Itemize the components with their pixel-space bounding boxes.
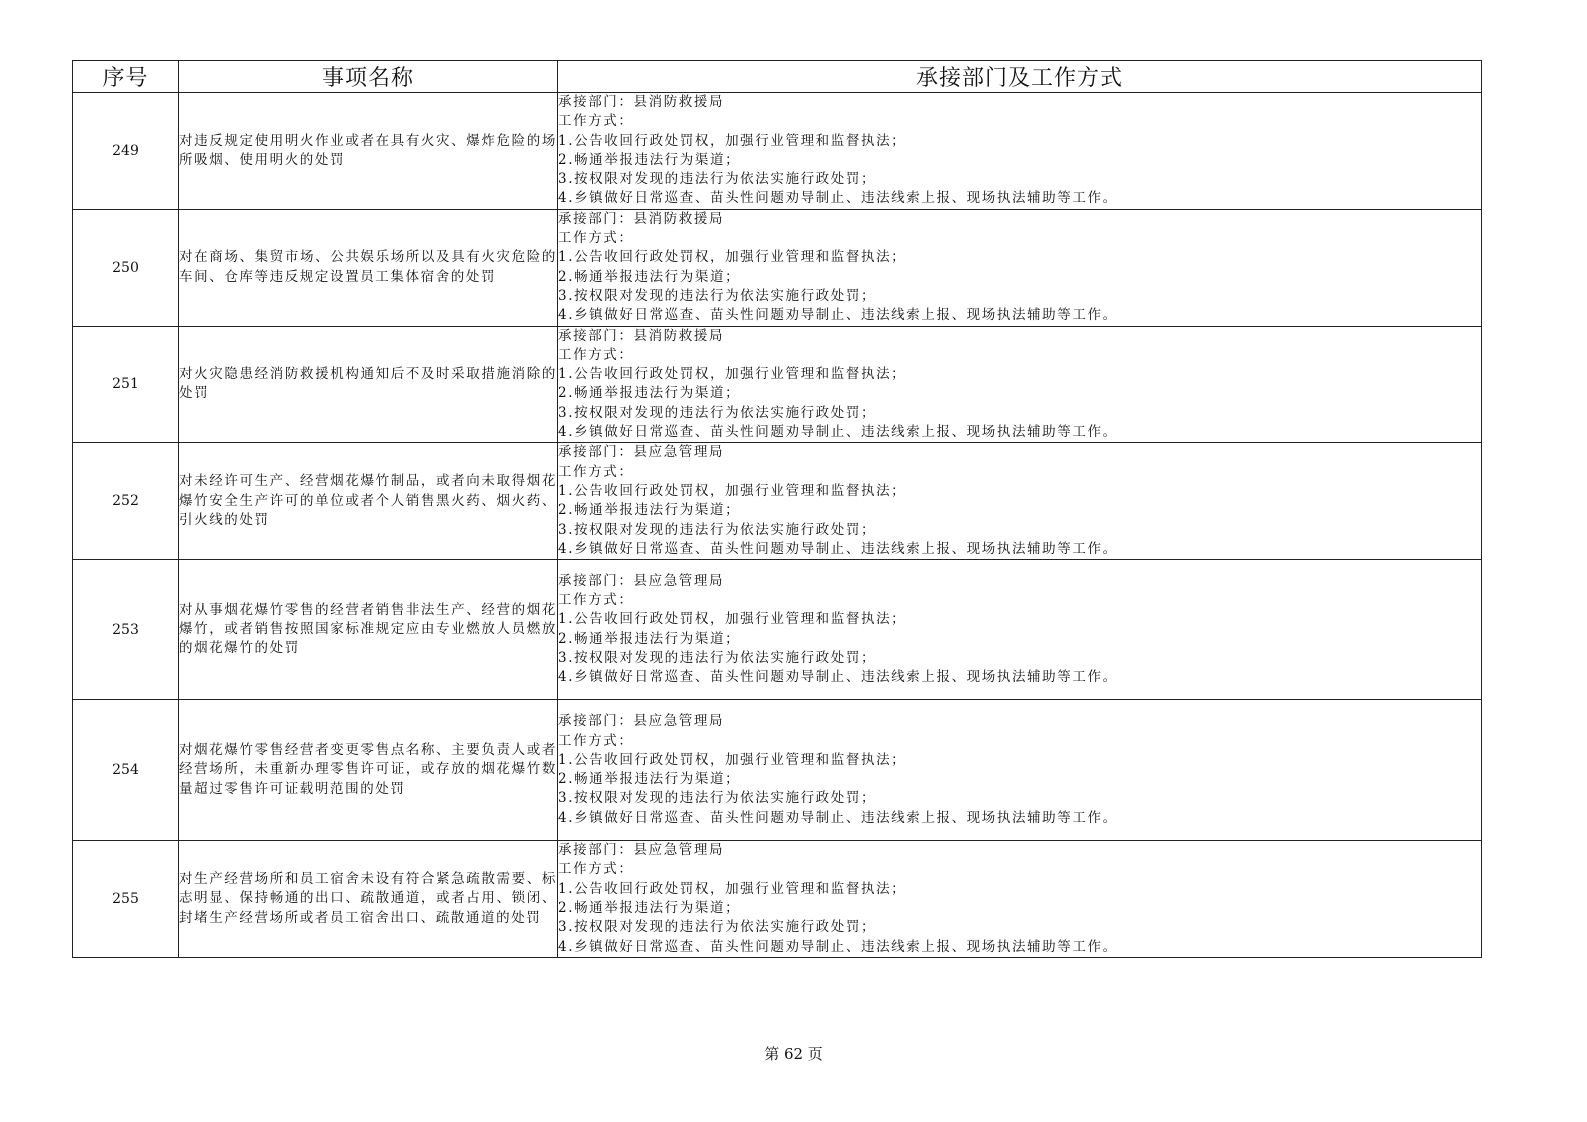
item-name-cell: 对烟花爆竹零售经营者变更零售点名称、主要负责人或者经营场所，未重新办理零售许可证，或存放的烟花爆竹数量超过零售许可证载明范围的处罚 — [179, 700, 558, 841]
serial-number-cell: 249 — [73, 93, 179, 210]
department-method-cell — [558, 93, 1482, 210]
table-body — [73, 93, 1482, 958]
item-name-cell: 对在商场、集贸市场、公共娱乐场所以及具有火灾危险的车间、仓库等违反规定设置员工集体宿舍的处罚 — [179, 209, 558, 326]
department-method-line: 3.按权限对发现的违法行为依法实施行政处罚； — [558, 521, 877, 538]
table-row — [73, 560, 1482, 700]
department-method-cell — [558, 560, 1482, 700]
table-row — [73, 841, 1482, 958]
department-method-line: 1.公告收回行政处罚权，加强行业管理和监督执法； — [558, 249, 907, 266]
department-method-line: 承接部门：县应急管理局 — [558, 444, 725, 461]
department-method-line: 2.畅通举报违法行为渠道； — [558, 385, 741, 402]
department-method-line: 3.按权限对发现的违法行为依法实施行政处罚； — [558, 404, 877, 421]
department-method-line: 2.畅通举报违法行为渠道； — [558, 630, 741, 647]
serial-number-cell: 255 — [73, 841, 179, 958]
department-method-line: 1.公告收回行政处罚权，加强行业管理和监督执法； — [558, 611, 907, 628]
item-name-cell: 对未经许可生产、经营烟花爆竹制品，或者向未取得烟花爆竹安全生产许可的单位或者个人销售黑火药、烟火药、引火线的处罚 — [179, 443, 558, 560]
department-method-line: 4.乡镇做好日常巡查、苗头性问题劝导制止、违法线索上报、现场执法辅助等工作。 — [558, 669, 1118, 686]
department-method-line: 工作方式： — [558, 113, 634, 130]
table-row — [73, 209, 1482, 326]
department-method-line: 3.按权限对发现的违法行为依法实施行政处罚； — [558, 171, 877, 188]
department-method-line: 4.乡镇做好日常巡查、苗头性问题劝导制止、违法线索上报、现场执法辅助等工作。 — [558, 540, 1118, 557]
department-method-line: 1.公告收回行政处罚权，加强行业管理和监督执法； — [558, 880, 907, 897]
department-method-line: 承接部门：县消防救援局 — [558, 210, 725, 227]
department-method-line: 1.公告收回行政处罚权，加强行业管理和监督执法； — [558, 132, 907, 149]
department-method-line: 承接部门：县消防救援局 — [558, 94, 725, 110]
header-row — [73, 61, 1482, 93]
department-method-line: 承接部门：县消防救援局 — [558, 327, 725, 344]
serial-number-cell: 251 — [73, 326, 179, 443]
table-row — [73, 326, 1482, 443]
department-method-line: 4.乡镇做好日常巡查、苗头性问题劝导制止、违法线索上报、现场执法辅助等工作。 — [558, 938, 1118, 955]
header-serial-number: 序号 — [73, 61, 179, 93]
department-method-line: 2.畅通举报违法行为渠道； — [558, 771, 741, 788]
department-method-line: 3.按权限对发现的违法行为依法实施行政处罚； — [558, 919, 877, 936]
department-method-line: 承接部门：县应急管理局 — [558, 842, 725, 859]
header-item-name: 事项名称 — [179, 61, 558, 93]
serial-number-cell: 250 — [73, 209, 179, 326]
table-row — [73, 443, 1482, 560]
department-method-cell — [558, 841, 1482, 958]
department-method-cell — [558, 326, 1482, 443]
department-method-line: 承接部门：县应急管理局 — [558, 713, 725, 730]
item-name-cell: 对违反规定使用明火作业或者在具有火灾、爆炸危险的场所吸烟、使用明火的处罚 — [179, 93, 558, 210]
table-row — [73, 700, 1482, 841]
department-method-line: 工作方式： — [558, 463, 634, 480]
department-method-line: 4.乡镇做好日常巡查、苗头性问题劝导制止、违法线索上报、现场执法辅助等工作。 — [558, 307, 1118, 324]
department-method-line: 2.畅通举报违法行为渠道； — [558, 900, 741, 917]
department-method-line: 2.畅通举报违法行为渠道； — [558, 502, 741, 519]
serial-number-cell: 253 — [73, 560, 179, 700]
table-row — [73, 93, 1482, 210]
department-method-line: 1.公告收回行政处罚权，加强行业管理和监督执法； — [558, 366, 907, 383]
department-method-line: 工作方式： — [558, 346, 634, 363]
department-method-line: 工作方式： — [558, 732, 634, 749]
department-method-line: 工作方式： — [558, 861, 634, 878]
department-method-line: 3.按权限对发现的违法行为依法实施行政处罚； — [558, 287, 877, 304]
department-method-line: 1.公告收回行政处罚权，加强行业管理和监督执法； — [558, 482, 907, 499]
department-method-line: 2.畅通举报违法行为渠道； — [558, 268, 741, 285]
item-name-cell: 对生产经营场所和员工宿舍未设有符合紧急疏散需要、标志明显、保持畅通的出口、疏散通道，或者占用、锁闭、封堵生产经营场所或者员工宿舍出口、疏散通道的处罚 — [179, 841, 558, 958]
department-method-line: 4.乡镇做好日常巡查、苗头性问题劝导制止、违法线索上报、现场执法辅助等工作。 — [558, 809, 1118, 826]
department-method-line: 工作方式： — [558, 230, 634, 247]
item-name-cell: 对火灾隐患经消防救援机构通知后不及时采取措施消除的处罚 — [179, 326, 558, 443]
department-method-line: 3.按权限对发现的违法行为依法实施行政处罚； — [558, 790, 877, 807]
department-method-cell — [558, 209, 1482, 326]
department-method-line: 2.畅通举报违法行为渠道； — [558, 151, 741, 168]
header-department-method: 承接部门及工作方式 — [558, 61, 1482, 93]
department-method-line: 4.乡镇做好日常巡查、苗头性问题劝导制止、违法线索上报、现场执法辅助等工作。 — [558, 424, 1118, 441]
department-method-line: 3.按权限对发现的违法行为依法实施行政处罚； — [558, 649, 877, 666]
department-method-line: 工作方式： — [558, 592, 634, 609]
department-method-cell — [558, 443, 1482, 560]
item-name-cell: 对从事烟花爆竹零售的经营者销售非法生产、经营的烟花爆竹，或者销售按照国家标准规定应由专业燃放人员燃放的烟花爆竹的处罚 — [179, 560, 558, 700]
department-method-line: 4.乡镇做好日常巡查、苗头性问题劝导制止、违法线索上报、现场执法辅助等工作。 — [558, 190, 1118, 207]
page-number: 第 62 页 — [764, 1045, 823, 1063]
items-table — [72, 60, 1482, 958]
department-method-cell — [558, 700, 1482, 841]
department-method-line: 承接部门：县应急管理局 — [558, 572, 725, 589]
serial-number-cell: 252 — [73, 443, 179, 560]
serial-number-cell: 254 — [73, 700, 179, 841]
department-method-line: 1.公告收回行政处罚权，加强行业管理和监督执法； — [558, 751, 907, 768]
